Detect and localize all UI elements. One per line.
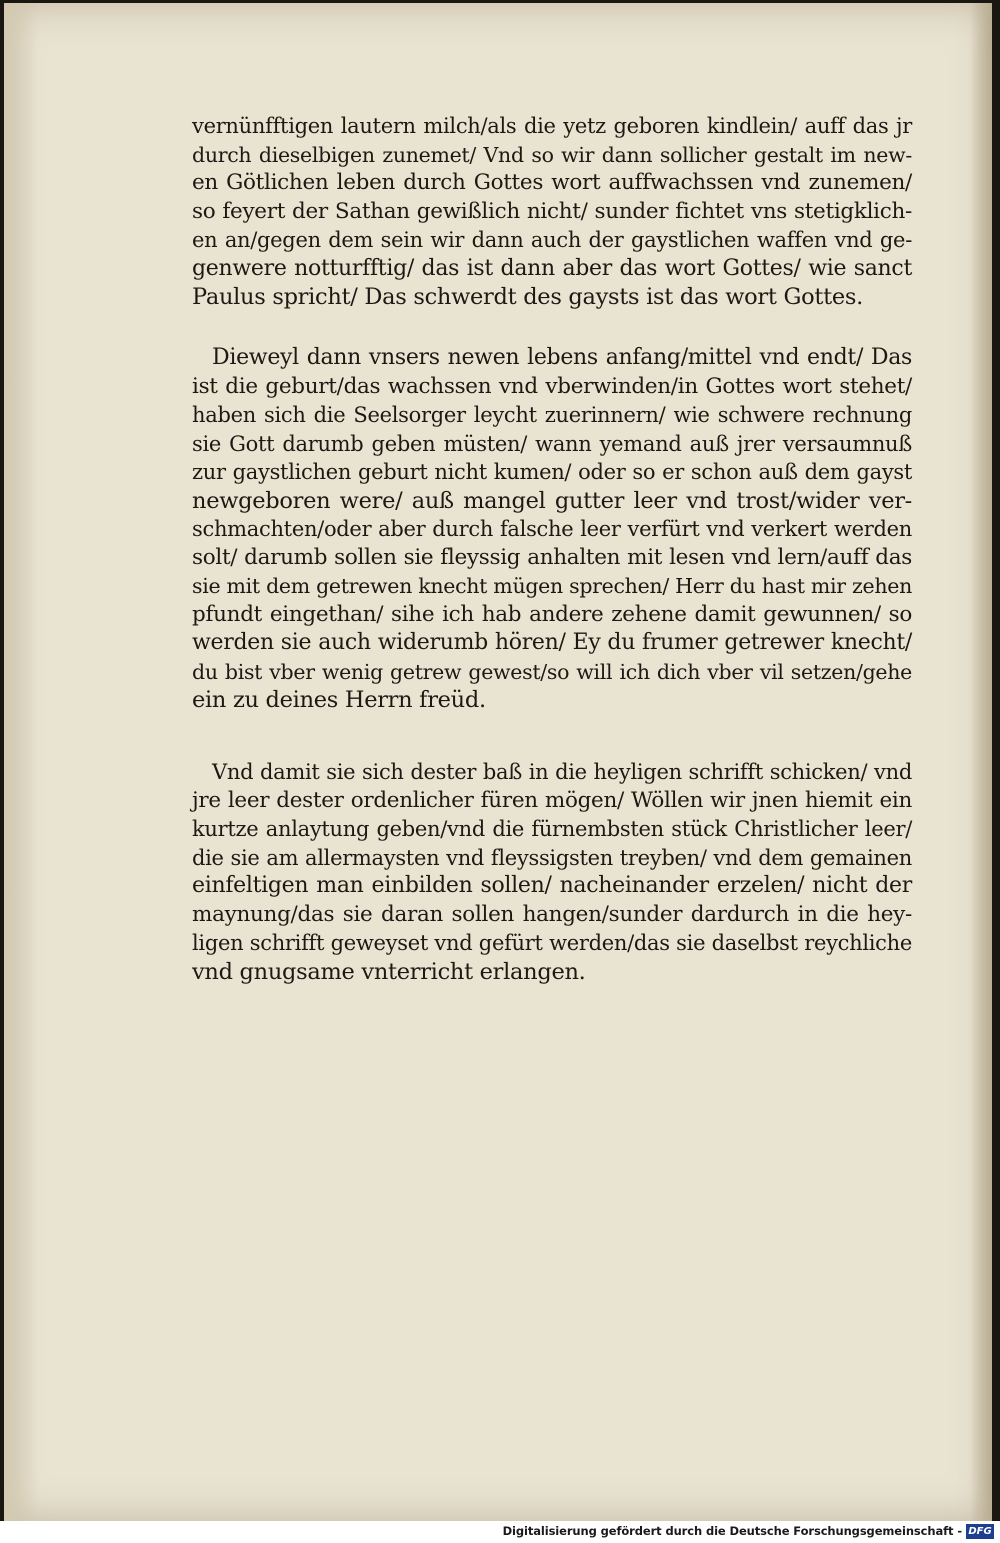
text-line: ein zu deines Herrn freüd. xyxy=(192,687,486,713)
text-line: kurtze anlaytung geben/vnd die fürnembsten stück Christlicher leer/ xyxy=(192,817,912,841)
text-line: en Götlichen leben durch Gottes wort auffwachssen vnd zunemen/ xyxy=(192,170,912,195)
paragraph-3 xyxy=(192,758,912,986)
text-line: sie mit dem getrewen knecht mügen sprechen/ Herr du hast mir zehen xyxy=(192,574,912,598)
paragraph-1 xyxy=(192,112,912,312)
text-line: sie Gott darumb geben müsten/ wann yemand auß jrer versaumnuß xyxy=(192,431,912,456)
credit-footer xyxy=(0,1521,1000,1543)
text-line: Vnd damit sie sich dester baß in die heyligen schrifft schicken/ vnd xyxy=(212,760,912,784)
text-line: pfundt eingethan/ sihe ich hab andere zehene damit gewunnen/ so xyxy=(192,601,912,627)
text-line: einfeltigen man einbilden sollen/ nacheinander erzelen/ nicht der xyxy=(192,873,912,898)
text-line: vernünfftigen lautern milch/als die yetz geboren kindlein/ auff das jr xyxy=(192,114,912,138)
text-line: schmachten/oder aber durch falsche leer verfürt vnd verkert werden xyxy=(192,517,912,541)
text-line: ist die geburt/das wachssen vnd vberwinden/in Gottes wort stehet/ xyxy=(192,373,912,399)
scanned-page xyxy=(4,3,992,1521)
text-line: jre leer dester ordenlicher füren mögen/ Wöllen wir jnen hiemit ein xyxy=(192,787,912,813)
paragraph-2 xyxy=(192,344,912,715)
text-line: genwere notturfftig/ das ist dann aber das wort Gottes/ wie sanct xyxy=(192,255,912,281)
dfg-logo: DFG xyxy=(966,1524,994,1539)
text-line: vnd gnugsame vnterricht erlangen. xyxy=(192,958,586,985)
text-line: maynung/das sie daran sollen hangen/sunder dardurch in die hey- xyxy=(192,901,912,927)
text-line: Dieweyl dann vnsers newen lebens anfang/mittel vnd endt/ Das xyxy=(212,345,912,370)
text-line: zur gaystlichen geburt nicht kumen/ oder so er schon auß dem gayst xyxy=(192,460,912,484)
funding-credit-text: Digitalisierung gefördert durch die Deutsche Forschungsgemeinschaft - xyxy=(502,1524,962,1538)
text-line: haben sich die Seelsorger leycht zuerinnern/ wie schwere rechnung xyxy=(192,403,912,427)
text-line: Paulus spricht/ Das schwerdt des gaysts ist das wort Gottes. xyxy=(192,284,863,310)
text-line: werden sie auch widerumb hören/ Ey du frumer getrewer knecht/ xyxy=(192,630,912,655)
text-line: durch dieselbigen zunemet/ Vnd so wir dann sollicher gestalt im new- xyxy=(192,142,912,167)
text-line: newgeboren were/ auß mangel gutter leer vnd trost/wider ver- xyxy=(192,487,912,514)
text-line: ligen schrifft geweyset vnd gefürt werden/das sie daselbst reychliche xyxy=(192,931,912,955)
text-line: solt/ darumb sollen sie fleyssig anhalten mit lesen vnd lern/auff das xyxy=(192,544,912,570)
text-line: die sie am allermaysten vnd fleyssigsten treyben/ vnd dem gemainen xyxy=(192,845,912,870)
text-line: du bist vber wenig getrew gewest/so will ich dich vber vil setzen/gehe xyxy=(192,659,912,684)
text-line: en an/gegen dem sein wir dann auch der gaystlichen waffen vnd ge- xyxy=(192,228,912,252)
text-line: so feyert der Sathan gewißlich nicht/ sunder fichtet vns stetigklich- xyxy=(192,198,912,224)
